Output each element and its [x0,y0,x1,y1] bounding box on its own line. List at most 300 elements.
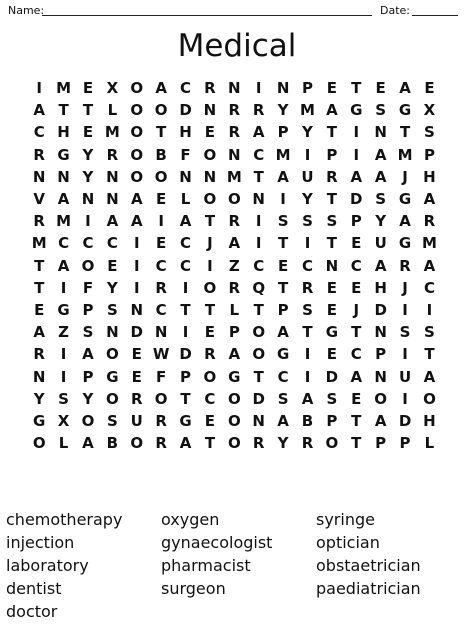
grid-letter[interactable]: T [82,101,94,120]
grid-letter[interactable]: T [326,190,337,209]
grid-letter[interactable]: N [154,323,168,342]
grid-letter[interactable]: N [228,145,241,164]
grid-letter[interactable]: Z [58,323,70,342]
grid-letter[interactable]: B [301,411,314,430]
grid-letter[interactable]: A [130,190,143,209]
grid-letter[interactable]: G [228,367,241,386]
word-list-item: obstaetrician [316,556,421,575]
grid-letter[interactable]: E [351,278,362,297]
grid-letter[interactable]: T [277,278,289,297]
grid-letter[interactable]: C [180,256,192,275]
grid-letter[interactable]: A [374,256,387,275]
grid-letter[interactable]: O [32,434,46,453]
grid-letter[interactable]: N [130,300,144,319]
grid-letter[interactable]: C [253,256,265,275]
grid-letter[interactable]: Y [277,101,289,120]
grid-letter[interactable]: N [374,323,387,342]
grid-letter[interactable]: I [85,212,91,231]
grid-letter[interactable]: N [374,367,387,386]
grid-letter[interactable]: O [227,434,241,453]
grid-letter[interactable]: E [107,256,118,275]
grid-letter[interactable]: R [155,411,167,430]
grid-letter[interactable]: O [105,389,119,408]
grid-letter[interactable]: I [133,256,140,275]
grid-letter[interactable]: J [402,167,408,186]
grid-letter[interactable]: P [326,411,338,430]
grid-letter[interactable]: Y [82,389,94,408]
grid-letter[interactable]: E [204,323,216,342]
grid-letter[interactable]: I [60,367,67,386]
grid-letter[interactable]: P [277,123,289,142]
grid-letter[interactable]: O [130,145,144,164]
grid-letter[interactable]: Q [252,278,266,297]
grid-letter[interactable]: I [255,79,262,98]
grid-letter[interactable]: S [106,300,118,319]
grid-letter[interactable]: M [421,234,437,253]
grid-letter[interactable]: R [204,79,216,98]
grid-letter[interactable]: B [155,145,167,164]
grid-letter[interactable]: A [155,79,167,98]
grid-letter[interactable]: W [152,345,170,364]
grid-letter[interactable]: N [203,101,217,120]
grid-letter[interactable]: R [423,212,436,231]
grid-letter[interactable]: U [374,234,387,253]
grid-letter[interactable]: P [301,79,313,98]
grid-letter[interactable]: D [252,389,265,408]
grid-letter[interactable]: I [304,345,311,364]
grid-letter[interactable]: O [154,101,168,120]
grid-letter[interactable]: I [255,212,262,231]
grid-letter[interactable]: R [33,212,45,231]
grid-letter[interactable]: C [423,278,435,297]
grid-letter[interactable]: M [56,79,72,98]
grid-letter[interactable]: A [130,212,143,231]
grid-letter[interactable]: N [325,256,339,275]
grid-letter[interactable]: F [82,278,94,297]
grid-letter[interactable]: D [130,323,143,342]
grid-letter[interactable]: N [179,167,192,186]
grid-letter[interactable]: I [402,345,408,364]
grid-letter[interactable]: E [82,79,94,98]
grid-letter[interactable]: I [182,323,189,342]
grid-letter[interactable]: E [131,345,142,364]
grid-letter[interactable]: U [130,411,143,430]
grid-letter[interactable]: I [304,145,311,164]
grid-letter[interactable]: E [326,79,337,98]
grid-letter[interactable]: T [58,101,69,120]
grid-letter[interactable]: H [423,411,436,430]
grid-letter[interactable]: A [57,190,70,209]
grid-letter[interactable]: O [105,345,119,364]
grid-letter[interactable]: L [229,300,240,319]
grid-letter[interactable]: E [156,190,167,209]
grid-letter[interactable]: O [325,434,339,453]
grid-letter[interactable]: T [351,79,362,98]
grid-letter[interactable]: A [399,212,411,231]
grid-letter[interactable]: R [228,278,241,297]
grid-letter[interactable]: G [398,101,412,120]
grid-letter[interactable]: O [154,389,168,408]
grid-letter[interactable]: D [398,411,412,430]
grid-letter[interactable]: B [106,434,119,453]
grid-letter[interactable]: A [106,212,119,231]
grid-letter[interactable]: I [353,145,360,164]
grid-letter[interactable]: Y [302,190,313,209]
grid-letter[interactable]: A [350,167,363,186]
grid-letter[interactable]: M [56,212,72,231]
grid-letter[interactable]: M [300,101,315,120]
grid-letter[interactable]: E [326,345,337,364]
grid-letter[interactable]: A [33,101,45,120]
grid-letter[interactable]: I [133,234,140,253]
grid-letter[interactable]: O [203,190,217,209]
grid-letter[interactable]: S [302,212,313,231]
grid-letter[interactable]: C [82,234,94,253]
grid-letter[interactable]: E [326,278,337,297]
grid-letter[interactable]: A [423,367,436,386]
grid-letter[interactable]: I [60,278,67,297]
grid-letter[interactable]: A [326,101,338,120]
grid-letter[interactable]: M [104,123,120,142]
grid-letter[interactable]: M [31,234,47,253]
grid-letter[interactable]: T [253,300,264,319]
grid-letter[interactable]: P [423,145,435,164]
grid-letter[interactable]: H [179,123,192,142]
grid-letter[interactable]: N [106,190,119,209]
grid-letter[interactable]: A [374,167,387,186]
grid-letter[interactable]: N [106,323,119,342]
grid-letter[interactable]: G [325,323,339,342]
grid-letter[interactable]: A [82,345,94,364]
grid-letter[interactable]: O [203,367,217,386]
grid-letter[interactable]: O [423,389,436,408]
grid-letter[interactable]: A [374,411,387,430]
grid-letter[interactable]: S [106,411,118,430]
header [8,3,466,19]
grid-letter[interactable]: Z [228,256,240,275]
grid-letter[interactable]: R [106,145,119,164]
grid-letter[interactable]: G [106,367,119,386]
grid-letter[interactable]: H [374,278,387,297]
grid-letter[interactable]: T [302,323,313,342]
grid-letter[interactable]: T [399,123,411,142]
grid-letter[interactable]: T [351,323,362,342]
grid-letter[interactable]: U [398,367,412,386]
grid-letter[interactable]: R [326,167,338,186]
grid-letter[interactable]: C [204,389,216,408]
grid-letter[interactable]: G [398,234,412,253]
grid-letter[interactable]: E [277,256,289,275]
grid-letter[interactable]: T [351,411,362,430]
grid-letter[interactable]: G [350,101,363,120]
grid-letter[interactable]: A [33,323,45,342]
grid-letter[interactable]: Y [33,389,45,408]
grid-letter[interactable]: O [81,256,95,275]
grid-letter[interactable]: A [252,123,265,142]
grid-letter[interactable]: T [277,234,289,253]
grid-letter[interactable]: G [33,411,46,430]
grid-letter[interactable]: I [280,190,286,209]
grid-letter[interactable]: X [106,79,119,98]
grid-letter[interactable]: I [36,79,42,98]
grid-letter[interactable]: C [350,256,362,275]
word-list-item: pharmacist [161,556,251,575]
grid-letter[interactable]: L [107,101,118,120]
grid-letter[interactable]: A [399,79,411,98]
grid-letter[interactable]: P [399,434,411,453]
grid-letter[interactable]: P [82,367,94,386]
grid-letter[interactable]: T [180,389,191,408]
grid-letter[interactable]: A [277,323,289,342]
grid-letter[interactable]: A [374,145,387,164]
grid-letter[interactable]: A [350,367,363,386]
word-list-item: syringe [316,510,375,529]
grid-letter[interactable]: S [277,212,289,231]
grid-letter[interactable]: P [326,145,338,164]
grid-letter[interactable]: O [130,434,144,453]
grid-letter[interactable]: P [375,345,387,364]
grid-letter[interactable]: S [82,323,94,342]
grid-letter[interactable]: S [302,300,313,319]
grid-letter[interactable]: T [424,345,435,364]
grid-letter[interactable]: A [277,411,289,430]
word-list-item: dentist [6,579,62,598]
grid-letter[interactable]: R [252,434,265,453]
grid-letter[interactable]: P [180,367,192,386]
grid-letter[interactable]: Y [375,212,387,231]
grid-letter[interactable]: O [130,123,144,142]
grid-letter[interactable]: N [374,123,387,142]
grid-letter[interactable]: C [155,256,167,275]
grid-letter[interactable]: T [204,212,216,231]
grid-letter[interactable]: M [226,167,242,186]
grid-letter[interactable]: T [156,123,167,142]
grid-letter[interactable]: H [423,167,436,186]
grid-letter[interactable]: T [180,300,191,319]
grid-letter[interactable]: D [374,300,387,319]
grid-letter[interactable]: O [130,79,144,98]
grid-letter[interactable]: O [252,345,266,364]
grid-letter[interactable]: S [277,389,289,408]
grid-letter[interactable]: E [204,123,216,142]
grid-letter[interactable]: E [34,300,45,319]
grid-letter[interactable]: C [33,123,45,142]
grid-letter[interactable]: C [277,367,289,386]
grid-letter[interactable]: I [182,278,189,297]
grid-letter[interactable]: I [402,300,408,319]
grid-letter[interactable]: O [252,323,266,342]
grid-letter[interactable]: P [277,300,289,319]
grid-letter[interactable]: N [252,190,265,209]
grid-letter[interactable]: A [423,256,436,275]
grid-letter[interactable]: V [33,190,45,209]
grid-letter[interactable]: X [423,101,436,120]
grid-letter[interactable]: O [203,278,217,297]
grid-letter[interactable]: A [82,434,94,453]
grid-letter[interactable]: O [81,411,95,430]
grid-letter[interactable]: R [252,101,265,120]
grid-letter[interactable]: A [179,212,192,231]
grid-letter[interactable]: S [399,323,411,342]
grid-letter[interactable]: I [60,345,67,364]
grid-letter[interactable]: T [204,300,216,319]
grid-letter[interactable]: M [397,145,413,164]
grid-letter[interactable]: G [398,190,412,209]
grid-letter[interactable]: N [252,411,265,430]
grid-letter[interactable]: I [353,123,360,142]
grid-letter[interactable]: O [130,101,144,120]
grid-letter[interactable]: I [255,234,262,253]
grid-letter[interactable]: G [276,345,290,364]
grid-letter[interactable]: A [57,256,70,275]
grid-letter[interactable]: N [81,190,95,209]
grid-letter[interactable]: S [424,123,435,142]
grid-letter[interactable]: O [227,411,241,430]
grid-letter[interactable]: U [301,167,314,186]
grid-letter[interactable]: S [326,212,338,231]
grid-letter[interactable]: E [131,367,142,386]
grid-letter[interactable]: I [207,256,213,275]
grid-letter[interactable]: F [180,145,191,164]
grid-letter[interactable]: S [326,389,338,408]
grid-letter[interactable]: O [227,190,241,209]
grid-letter[interactable]: R [228,212,241,231]
grid-letter[interactable]: P [375,434,387,453]
grid-letter[interactable]: A [423,190,436,209]
grid-letter[interactable]: G [179,411,192,430]
grid-letter[interactable]: C [58,234,70,253]
grid-letter[interactable]: S [375,101,387,120]
date-line[interactable] [412,15,458,16]
grid-letter[interactable]: L [58,434,69,453]
page-title: Medical [177,28,297,64]
grid-letter[interactable]: J [353,300,360,319]
grid-letter[interactable]: E [204,411,216,430]
grid-letter[interactable]: I [402,389,408,408]
grid-letter[interactable]: R [204,345,216,364]
grid-letter[interactable]: C [253,145,265,164]
grid-letter[interactable]: N [203,167,217,186]
grid-letter[interactable]: J [402,278,408,297]
grid-letter[interactable]: Y [277,434,289,453]
grid-letter[interactable]: I [426,300,433,319]
grid-letter[interactable]: E [424,79,435,98]
grid-letter[interactable]: S [375,190,387,209]
grid-letter[interactable]: R [301,434,314,453]
grid-letter[interactable]: A [228,234,241,253]
grid-letter[interactable]: O [154,167,168,186]
grid-letter[interactable]: F [156,367,167,386]
name-label: Name: [8,4,45,17]
grid-letter[interactable]: E [156,234,167,253]
grid-letter[interactable]: C [180,234,192,253]
grid-letter[interactable]: Y [302,123,313,142]
grid-letter[interactable]: G [57,300,70,319]
grid-letter[interactable]: I [304,367,311,386]
grid-letter[interactable]: O [227,389,241,408]
grid-letter[interactable]: O [374,389,388,408]
grid-letter[interactable]: C [106,234,118,253]
grid-letter[interactable]: C [350,345,362,364]
word-list-item: oxygen [161,510,220,529]
grid-letter[interactable]: N [228,79,241,98]
grid-letter[interactable]: T [34,278,45,297]
grid-letter[interactable]: R [155,434,167,453]
grid-letter[interactable]: T [253,167,264,186]
grid-letter[interactable]: E [351,389,362,408]
word-list-item: paediatrician [316,579,421,598]
name-line[interactable] [42,15,372,16]
grid-letter[interactable]: T [253,367,264,386]
grid-letter[interactable]: D [350,190,363,209]
grid-letter[interactable]: A [228,345,241,364]
grid-letter[interactable]: A [179,434,192,453]
grid-letter[interactable]: X [57,411,70,430]
grid-letter[interactable]: I [133,278,140,297]
grid-letter[interactable]: R [130,389,143,408]
grid-letter[interactable]: I [158,212,164,231]
grid-letter[interactable]: T [34,256,45,275]
grid-letter[interactable]: N [57,167,70,186]
grid-letter[interactable]: A [301,389,314,408]
grid-letter[interactable]: R [301,278,314,297]
grid-letter[interactable]: R [33,345,45,364]
grid-letter[interactable]: O [203,145,217,164]
grid-letter[interactable]: E [82,123,94,142]
grid-letter[interactable]: D [325,367,339,386]
grid-letter[interactable]: R [399,256,411,275]
grid-letter[interactable]: Y [82,145,94,164]
grid-letter[interactable]: Y [106,278,118,297]
grid-letter[interactable]: R [155,278,167,297]
grid-letter[interactable]: G [57,145,70,164]
grid-letter[interactable]: C [155,300,167,319]
grid-letter[interactable]: T [326,123,337,142]
grid-letter[interactable]: O [130,167,144,186]
grid-letter[interactable]: P [82,300,94,319]
grid-letter[interactable]: N [276,79,290,98]
grid-letter[interactable]: D [179,101,192,120]
grid-letter[interactable]: P [350,212,362,231]
grid-letter[interactable]: C [180,79,192,98]
grid-letter[interactable]: T [351,434,362,453]
grid-letter[interactable]: J [207,234,213,253]
grid-letter[interactable]: R [33,145,45,164]
grid-letter[interactable]: E [375,79,386,98]
grid-letter[interactable]: P [228,323,240,342]
grid-letter[interactable]: N [106,167,119,186]
grid-letter[interactable]: S [424,323,435,342]
grid-letter[interactable]: N [32,167,46,186]
grid-letter[interactable]: R [228,101,241,120]
grid-letter[interactable]: C [301,256,313,275]
grid-letter[interactable]: L [424,434,435,453]
grid-letter[interactable]: R [228,123,241,142]
grid-letter[interactable]: L [180,190,191,209]
grid-letter[interactable]: N [32,367,46,386]
grid-letter[interactable]: H [57,123,70,142]
grid-letter[interactable]: S [58,389,69,408]
grid-letter[interactable]: Y [82,167,94,186]
grid-letter[interactable]: T [204,434,216,453]
grid-letter[interactable]: D [179,345,192,364]
grid-letter[interactable]: I [304,234,311,253]
grid-letter[interactable]: E [351,234,362,253]
grid-letter[interactable]: E [326,300,337,319]
grid-letter[interactable]: T [326,234,337,253]
grid-letter[interactable]: M [275,145,291,164]
grid-letter[interactable]: A [277,167,289,186]
